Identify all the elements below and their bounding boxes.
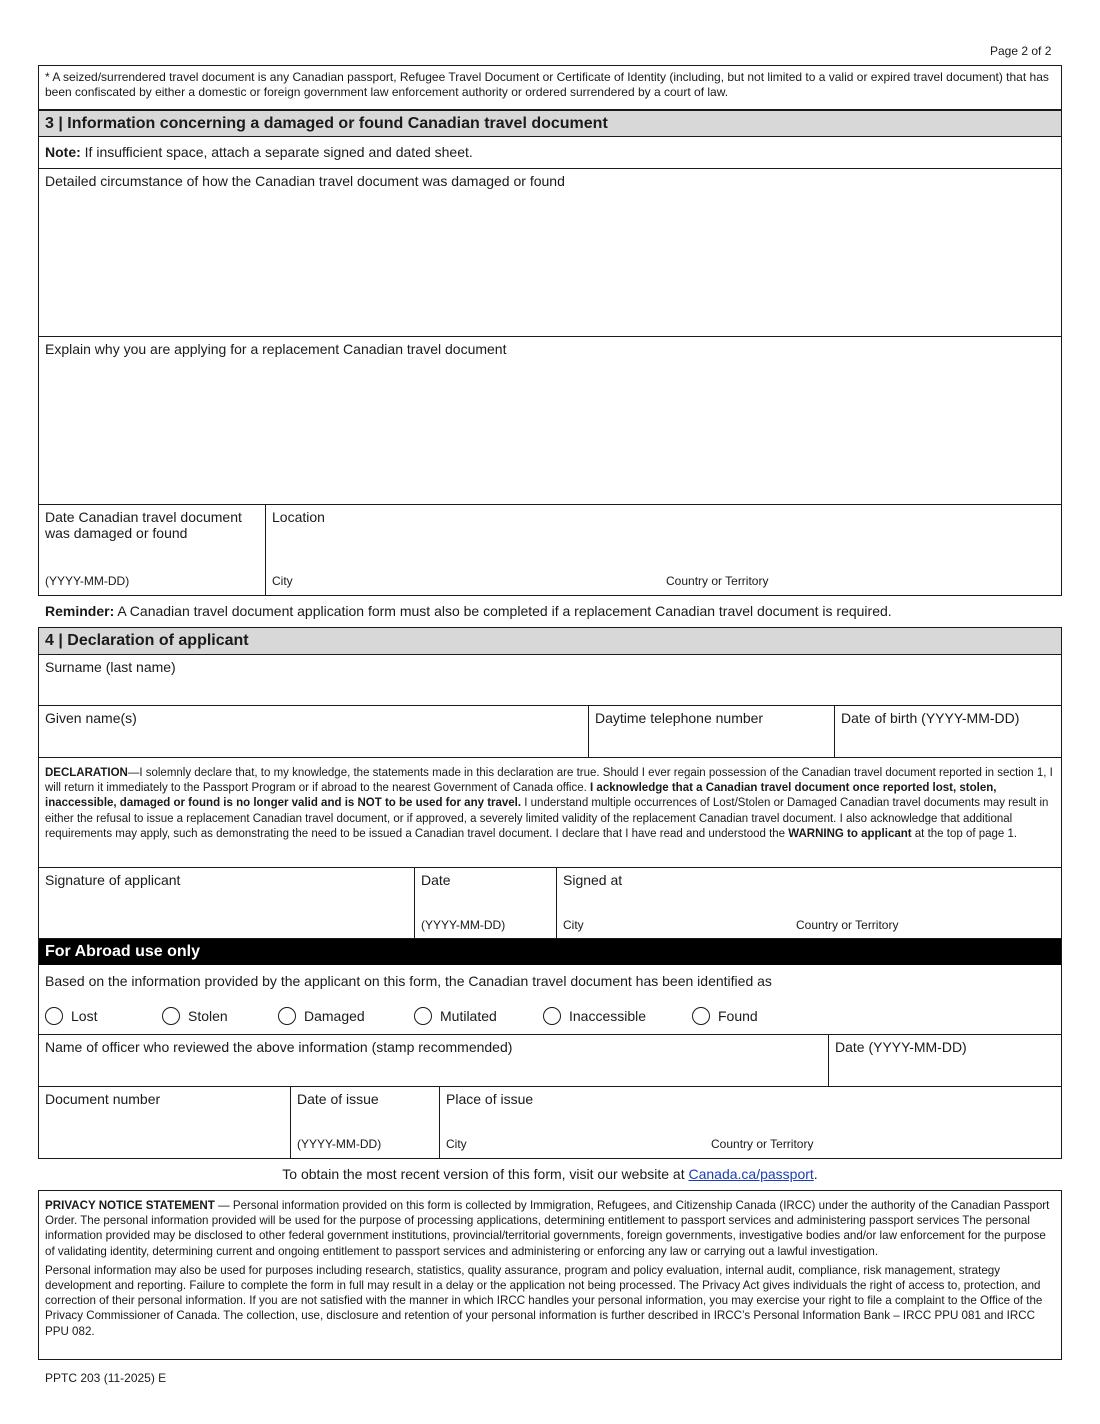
section-3-note xyxy=(39,137,1061,169)
dob-field[interactable] xyxy=(835,706,1061,757)
note-label: Note: xyxy=(45,144,81,160)
document-number-label: Document number xyxy=(45,1091,161,1107)
signature-date-label: Date xyxy=(421,872,451,888)
signature-field[interactable] xyxy=(39,868,415,938)
circumstance-field[interactable] xyxy=(39,169,1061,337)
radio-label: Found xyxy=(718,1008,758,1024)
damaged-date-format: (YYYY-MM-DD) xyxy=(45,574,130,588)
reminder-label: Reminder: xyxy=(45,603,115,619)
declaration-lead: DECLARATION xyxy=(45,767,128,779)
signature-row xyxy=(39,868,1061,938)
phone-label: Daytime telephone number xyxy=(595,710,764,726)
declaration-text-2: I understand multiple occurrences of Lost/Stolen or Damaged Canadian travel documents may result in either the refusal to issue a replacement Canadian travel document, or if approved, a severely limited validity of the replacement Canadian travel document. I also acknowledge that additional requirements may apply, such as demonstrating the need to be issued a Canadian travel document. I declare that I have read and understood the xyxy=(45,797,1049,840)
phone-field[interactable] xyxy=(589,706,835,757)
radio-lost[interactable] xyxy=(45,1007,97,1025)
form-code: PPTC 203 (11-2025) E xyxy=(45,1371,167,1385)
website-after: . xyxy=(813,1166,818,1182)
radio-circle-icon[interactable] xyxy=(414,1007,432,1025)
reminder-text: A Canadian travel document application form must also be completed if a replacement Canadian travel document is required. xyxy=(114,603,892,619)
privacy-notice xyxy=(38,1190,1062,1360)
location-country-label: Country or Territory xyxy=(666,574,769,588)
surname-field[interactable] xyxy=(39,655,1061,706)
signature-date-field[interactable] xyxy=(415,868,557,938)
officer-name-label: Name of officer who reviewed the above information (stamp recommended) xyxy=(45,1039,513,1055)
name-row xyxy=(39,706,1061,758)
radio-found[interactable] xyxy=(692,1007,758,1025)
given-name-field[interactable] xyxy=(39,706,589,757)
reminder xyxy=(45,603,892,619)
section-3-title: 3 | Information concerning a damaged or found Canadian travel document xyxy=(39,111,1061,137)
explain-label: Explain why you are applying for a replacement Canadian travel document xyxy=(45,341,507,357)
place-of-issue-label: Place of issue xyxy=(446,1091,534,1107)
radio-label: Damaged xyxy=(304,1008,365,1024)
officer-date-field[interactable] xyxy=(829,1035,1061,1086)
privacy-para-2: Personal information may also be used for purposes including research, statistics, quality assurance, program and policy evaluation, internal audit, compliance, risk management, strategy development and reporting. Failure to complete the form in full may result in a delay or the application not being processed. The Privacy Act gives individuals the right of access to, protection, and correction of their personal information. If you are not satisfied with the manner in which IRCC handles your personal information, you may exercise your right to file a complaint to the Office of the Privacy Commissioner of Canada. The collection, use, disclosure and retention of your personal information is further described in IRCC’s Personal Information Bank – IRCC PPU 081 and IRCC PPU 082. xyxy=(45,1263,1043,1338)
website-link[interactable]: Canada.ca/passport xyxy=(688,1166,814,1182)
given-name-label: Given name(s) xyxy=(45,710,137,726)
dob-label: Date of birth (YYYY-MM-DD) xyxy=(841,710,1020,726)
damaged-date-field[interactable] xyxy=(39,505,266,595)
issue-row xyxy=(39,1087,1061,1158)
date-location-row xyxy=(39,505,1061,595)
signed-at-field[interactable] xyxy=(557,868,1061,938)
radio-label: Lost xyxy=(71,1008,98,1024)
page-number: Page 2 of 2 xyxy=(990,44,1052,58)
declaration-text-1: —I solemnly declare that, to my knowledge, the statements made in this declaration are true. Should I ever regain possession of the Canadian travel document reported in section 1, I will return it immediately to the Passport Program or if abroad to the nearest Government of Canada office. xyxy=(45,767,1053,795)
note-text: If insufficient space, attach a separate signed and dated sheet. xyxy=(80,144,473,160)
place-of-issue-country-label: Country or Territory xyxy=(711,1137,814,1151)
date-of-issue-label: Date of issue xyxy=(297,1091,379,1107)
radio-label: Inaccessible xyxy=(569,1008,647,1024)
location-field[interactable] xyxy=(266,505,1061,595)
officer-row xyxy=(39,1035,1061,1087)
declaration-bold-2: WARNING to applicant xyxy=(788,827,912,840)
radio-inaccessible[interactable] xyxy=(543,1007,646,1025)
location-label: Location xyxy=(272,509,325,525)
website-line xyxy=(0,1166,1100,1182)
date-of-issue-field[interactable] xyxy=(291,1087,440,1158)
radio-label: Mutilated xyxy=(440,1008,497,1024)
section-4-title: 4 | Declaration of applicant xyxy=(39,628,1061,655)
section-4 xyxy=(38,627,1062,939)
explain-field[interactable] xyxy=(39,337,1061,505)
radio-circle-icon[interactable] xyxy=(692,1007,710,1025)
privacy-para-1 xyxy=(45,1198,1055,1259)
footnote-box xyxy=(38,65,1062,110)
surname-label: Surname (last name) xyxy=(45,659,176,675)
location-city-label: City xyxy=(272,574,293,588)
damaged-date-label: Date Canadian travel document was damaged or found xyxy=(45,509,242,541)
signed-at-city-label: City xyxy=(563,918,584,932)
abroad-title: For Abroad use only xyxy=(39,939,1061,965)
circumstance-label: Detailed circumstance of how the Canadian travel document was damaged or found xyxy=(45,173,565,189)
abroad-section xyxy=(38,938,1062,1159)
radio-label: Stolen xyxy=(188,1008,228,1024)
officer-date-label: Date (YYYY-MM-DD) xyxy=(835,1039,967,1055)
identified-row xyxy=(39,965,1061,1035)
declaration-text-3: at the top of page 1. xyxy=(911,827,1018,840)
privacy-text-1: — Personal information provided on this form is collected by Immigration, Refugees, and Citizenship Canada (IRCC) under the authority of the Canadian Passport Order. The personal information provided will be used for the purpose of processing applications, determining entitlement to passport services and administering passport services The personal information provided may be disclosed to other federal government institutions, provincial/territorial governments, foreign governments, investigative bodies and/or law enforcement for the purpose of validating identity, determining current and ongoing entitlement to passport services and administering or enforcing any law or carrying out a lawful investigation. xyxy=(45,1199,1050,1258)
document-number-field[interactable] xyxy=(39,1087,291,1158)
officer-name-field[interactable] xyxy=(39,1035,829,1086)
place-of-issue-field[interactable] xyxy=(440,1087,1061,1158)
identified-text: Based on the information provided by the applicant on this form, the Canadian travel document has been identified as xyxy=(45,973,772,989)
radio-mutilated[interactable] xyxy=(414,1007,497,1025)
date-of-issue-format: (YYYY-MM-DD) xyxy=(297,1137,382,1151)
radio-circle-icon[interactable] xyxy=(543,1007,561,1025)
radio-circle-icon[interactable] xyxy=(278,1007,296,1025)
declaration-bold-1: I acknowledge that a Canadian travel document once reported lost, stolen, inaccessible, damaged or found is no longer valid and is NOT to be used for any travel. xyxy=(45,782,997,810)
declaration xyxy=(39,758,1061,868)
place-of-issue-city-label: City xyxy=(446,1137,467,1151)
radio-circle-icon[interactable] xyxy=(162,1007,180,1025)
radio-damaged[interactable] xyxy=(278,1007,365,1025)
signature-label: Signature of applicant xyxy=(45,872,181,888)
website-text: To obtain the most recent version of this form, visit our website at xyxy=(282,1166,689,1182)
radio-circle-icon[interactable] xyxy=(45,1007,63,1025)
signed-at-country-label: Country or Territory xyxy=(796,918,899,932)
footnote-text: * A seized/surrendered travel document is any Canadian passport, Refugee Travel Document or Certificate of Identity (including, but not limited to a valid or expired travel document) that has been confiscated by either a domestic or foreign government law enforcement authority or ordered surrendered by a court of law. xyxy=(45,70,1049,99)
privacy-lead: PRIVACY NOTICE STATEMENT xyxy=(45,1199,215,1212)
section-3 xyxy=(38,110,1062,596)
radio-stolen[interactable] xyxy=(162,1007,228,1025)
signed-at-label: Signed at xyxy=(563,872,623,888)
signature-date-format: (YYYY-MM-DD) xyxy=(421,918,506,932)
